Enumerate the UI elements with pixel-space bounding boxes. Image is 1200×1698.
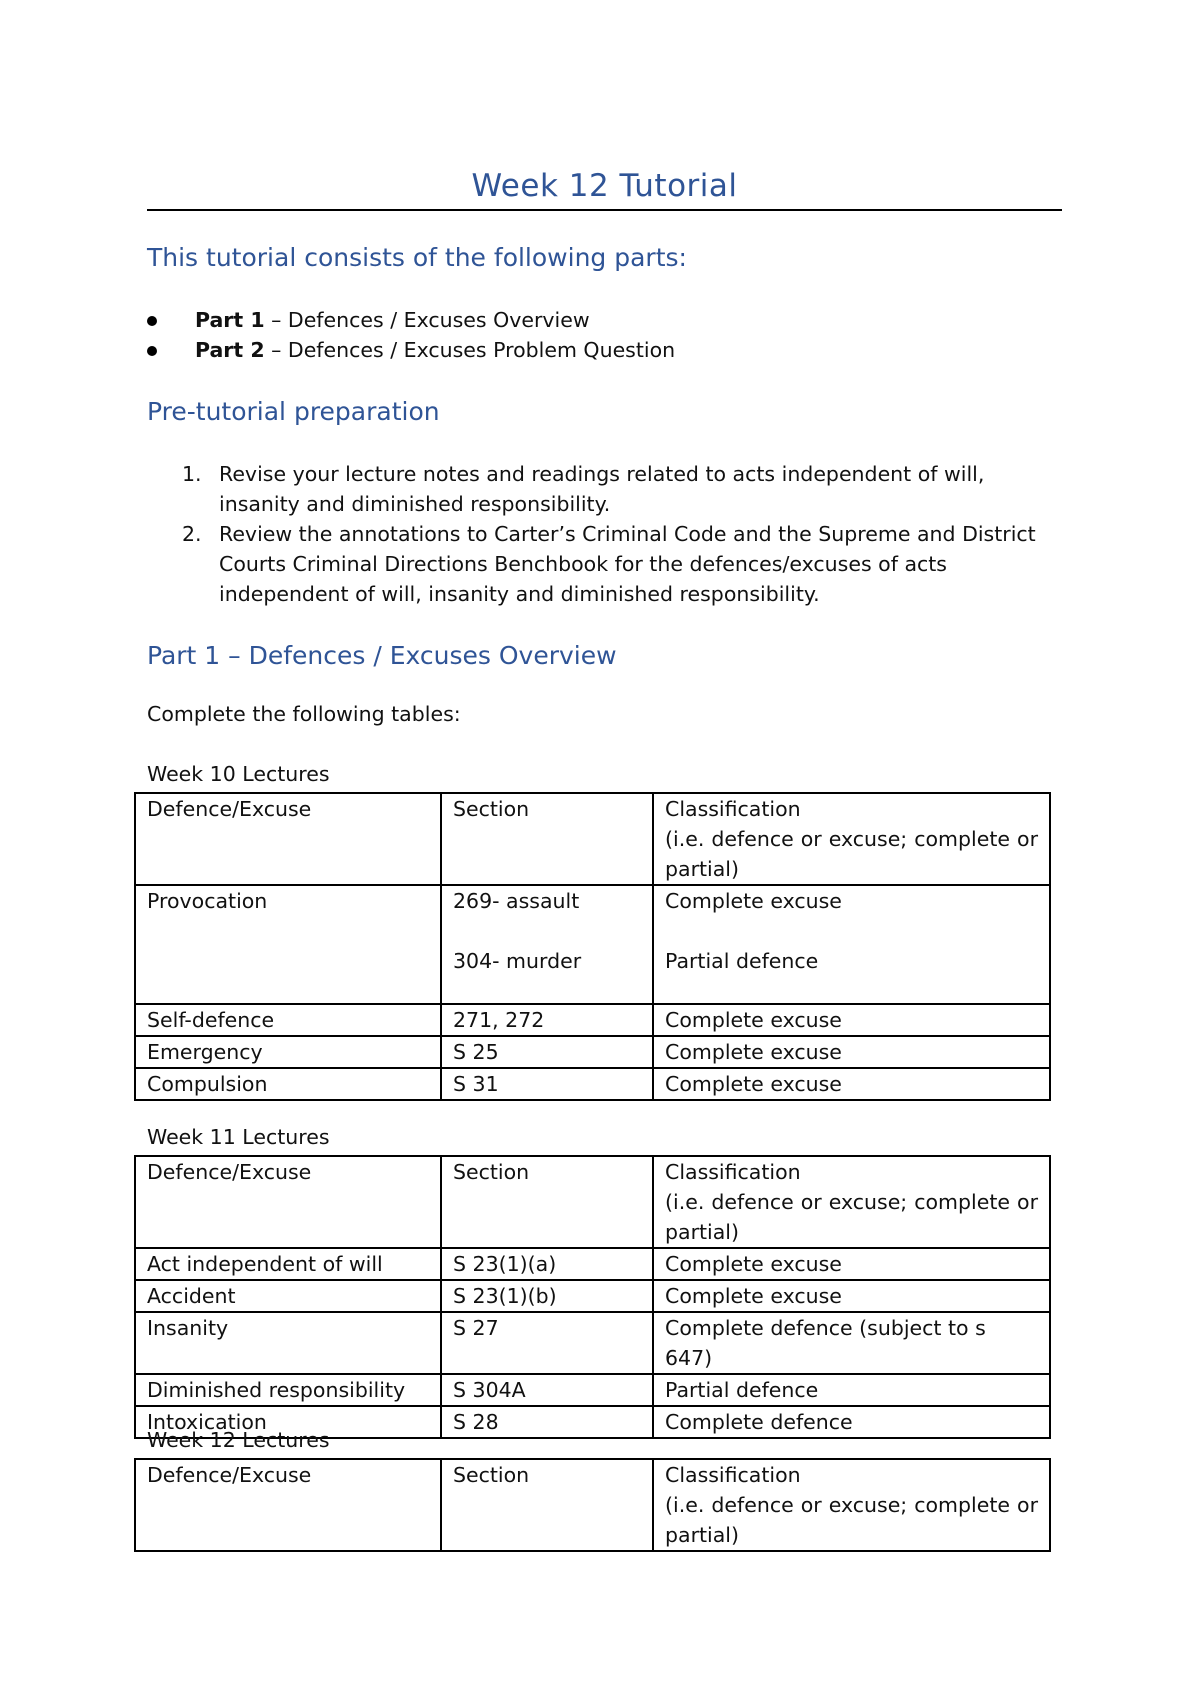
parts-list <box>147 305 675 365</box>
header-section: Section <box>441 793 653 885</box>
week12-table <box>134 1458 1051 1552</box>
cell-classification: Complete excuse <box>653 1036 1050 1068</box>
header-section: Section <box>441 1459 653 1551</box>
item-number: 2. <box>182 522 202 546</box>
list-item <box>147 305 675 335</box>
table-row <box>135 1004 1050 1036</box>
part1-heading: Part 1 – Defences / Excuses Overview <box>147 641 617 670</box>
intro-heading: This tutorial consists of the following parts: <box>147 243 687 272</box>
header-classification: Classification (i.e. defence or excuse; complete or partial) <box>653 793 1050 885</box>
cell-classification: Complete defence <box>653 1406 1050 1438</box>
document-title: Week 12 Tutorial <box>471 168 738 204</box>
cell-classification: Complete excuse <box>653 1280 1050 1312</box>
table-header-row <box>135 1156 1050 1248</box>
part-label: Part 2 <box>195 338 265 362</box>
table-row <box>135 1036 1050 1068</box>
classification-note: (i.e. defence or excuse; complete or partial) <box>665 1493 1038 1547</box>
cell-defence: Insanity <box>135 1312 441 1374</box>
cell-defence: Emergency <box>135 1036 441 1068</box>
table-row <box>135 1248 1050 1280</box>
week11-label: Week 11 Lectures <box>147 1125 330 1149</box>
week11-table <box>134 1155 1051 1439</box>
cell-section: S 31 <box>441 1068 653 1100</box>
cell-section: S 25 <box>441 1036 653 1068</box>
bullet-icon <box>147 346 157 356</box>
table-row <box>135 885 1050 1004</box>
cell-defence: Accident <box>135 1280 441 1312</box>
item-text: Revise your lecture notes and readings related to acts independent of will, insanity and diminished responsibility. <box>219 462 985 516</box>
list-item <box>147 459 1067 519</box>
item-number: 1. <box>182 462 202 486</box>
cell-classification: Complete excuse <box>653 1004 1050 1036</box>
title-underline <box>147 209 1062 211</box>
header-classification: Classification (i.e. defence or excuse; complete or partial) <box>653 1459 1050 1551</box>
cell-defence: Intoxication <box>135 1406 441 1438</box>
cell-defence: Provocation <box>135 885 441 1004</box>
header-defence: Defence/Excuse <box>135 793 441 885</box>
header-defence: Defence/Excuse <box>135 1459 441 1551</box>
cell-defence: Act independent of will <box>135 1248 441 1280</box>
cell-section: S 304A <box>441 1374 653 1406</box>
header-section: Section <box>441 1156 653 1248</box>
prep-list <box>147 459 1067 609</box>
part-description: – Defences / Excuses Overview <box>264 308 590 332</box>
bullet-icon <box>147 316 157 326</box>
cell-defence: Compulsion <box>135 1068 441 1100</box>
week12-label: Week 12 Lectures <box>147 1428 330 1452</box>
instruction-text: Complete the following tables: <box>147 702 461 726</box>
list-item <box>147 335 675 365</box>
cell-section: 269- assault 304- murder <box>441 885 653 1004</box>
part-description: – Defences / Excuses Problem Question <box>264 338 676 362</box>
pretutorial-heading: Pre-tutorial preparation <box>147 397 440 426</box>
week10-label: Week 10 Lectures <box>147 762 330 786</box>
table-row <box>135 1374 1050 1406</box>
cell-defence: Self-defence <box>135 1004 441 1036</box>
cell-classification: Complete defence (subject to s 647) <box>653 1312 1050 1374</box>
classification-note: (i.e. defence or excuse; complete or partial) <box>665 827 1038 881</box>
cell-section: S 23(1)(b) <box>441 1280 653 1312</box>
cell-section: 271, 272 <box>441 1004 653 1036</box>
cell-classification: Complete excuse Partial defence <box>653 885 1050 1004</box>
cell-section: S 23(1)(a) <box>441 1248 653 1280</box>
item-text: Review the annotations to Carter’s Criminal Code and the Supreme and District Courts Criminal Directions Benchbook for the defences/excuses of acts independent of will, insanity and diminished responsibility. <box>219 522 1036 606</box>
classification-note: (i.e. defence or excuse; complete or partial) <box>665 1190 1038 1244</box>
cell-section: S 28 <box>441 1406 653 1438</box>
cell-classification: Partial defence <box>653 1374 1050 1406</box>
table-header-row <box>135 793 1050 885</box>
cell-section: S 27 <box>441 1312 653 1374</box>
table-header-row <box>135 1459 1050 1551</box>
cell-defence: Diminished responsibility <box>135 1374 441 1406</box>
header-classification: Classification (i.e. defence or excuse; complete or partial) <box>653 1156 1050 1248</box>
header-defence: Defence/Excuse <box>135 1156 441 1248</box>
part-label: Part 1 <box>195 308 265 332</box>
week10-table <box>134 792 1051 1101</box>
cell-classification: Complete excuse <box>653 1068 1050 1100</box>
table-row <box>135 1068 1050 1100</box>
table-row <box>135 1280 1050 1312</box>
cell-classification: Complete excuse <box>653 1248 1050 1280</box>
list-item <box>147 519 1067 609</box>
table-row <box>135 1312 1050 1374</box>
